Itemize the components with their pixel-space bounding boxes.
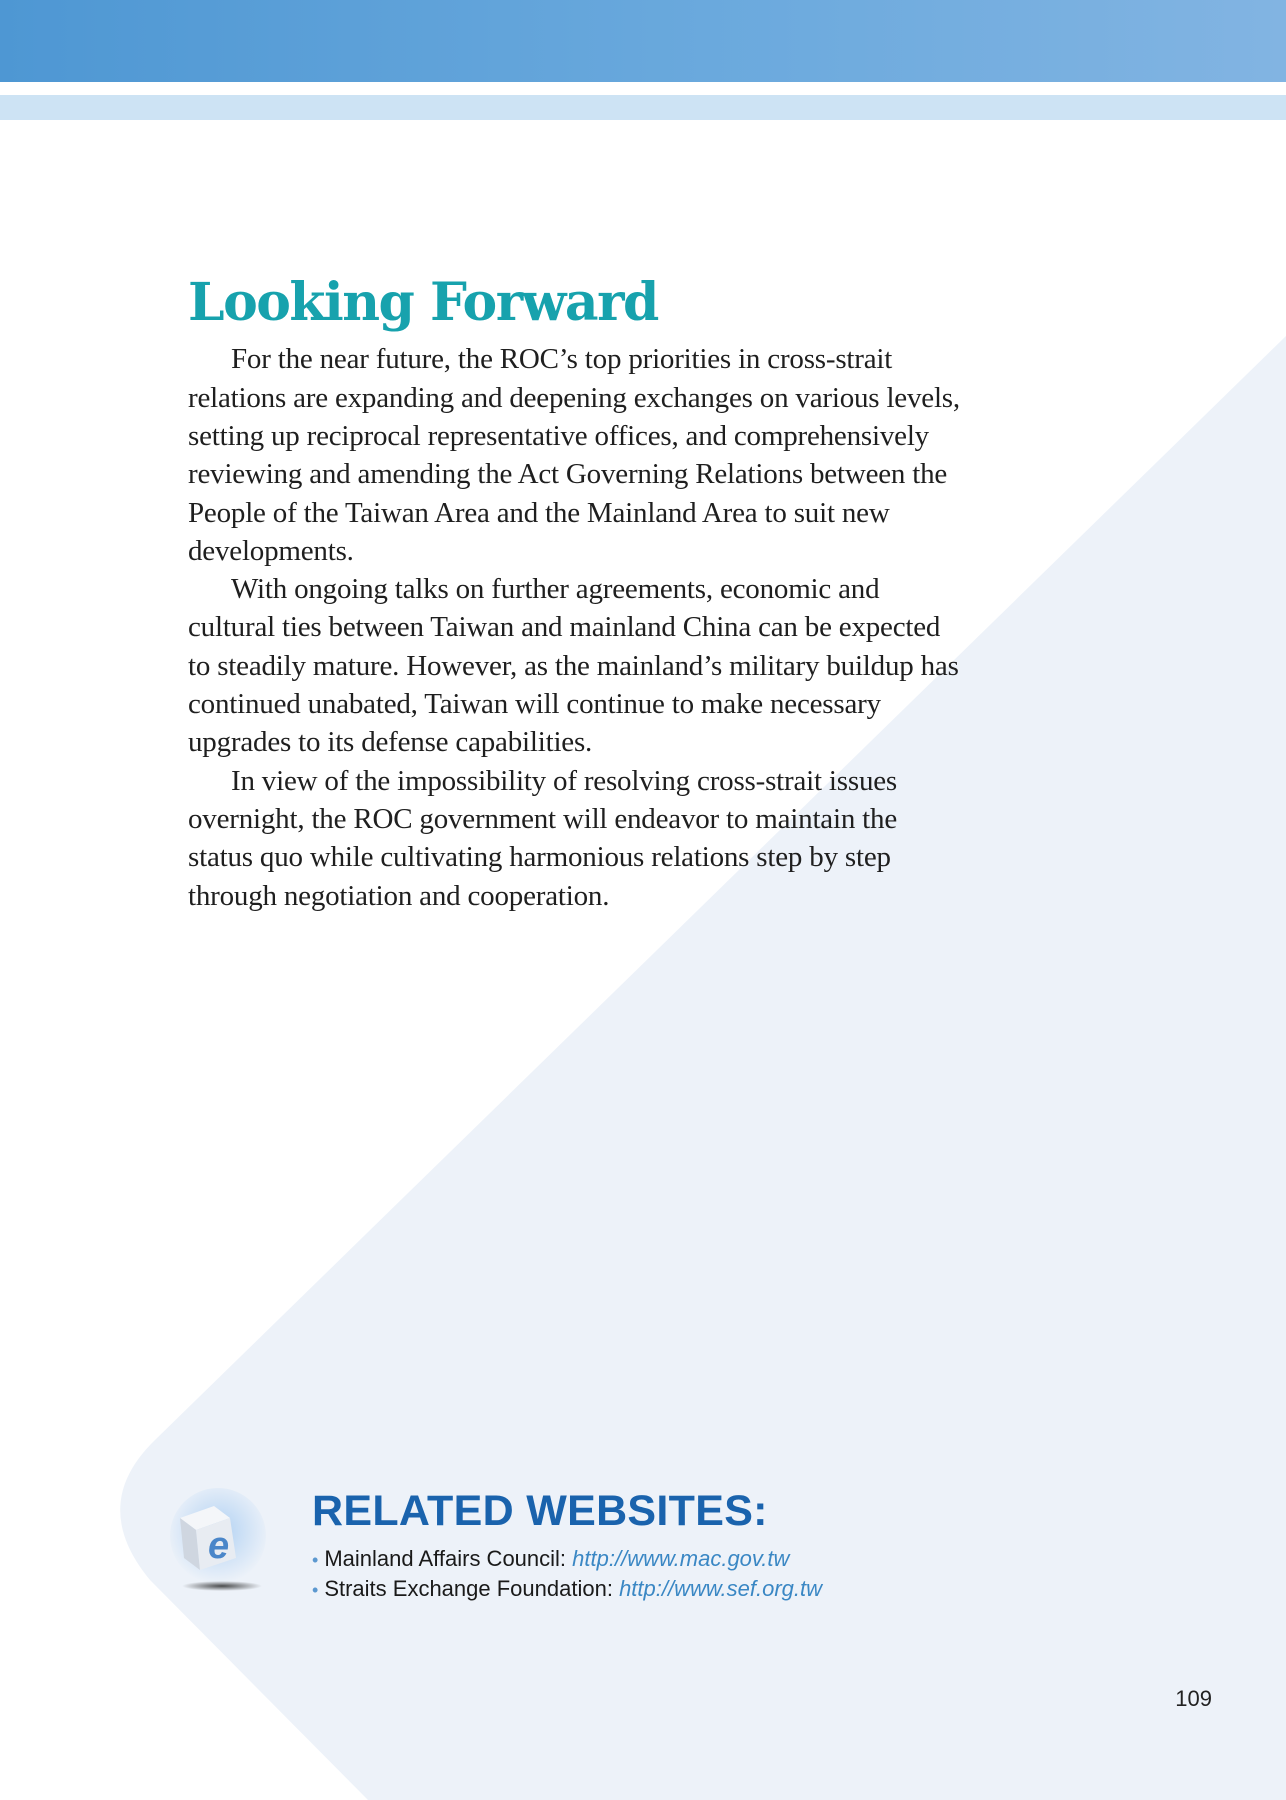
e-cube-icon <box>170 1488 270 1598</box>
article <box>188 272 968 915</box>
bullet-icon: • <box>312 1580 319 1600</box>
svg-text:e: e <box>208 1525 230 1567</box>
paragraph: For the near future, the ROC’s top priorities in cross-strait relations are expanding and deepening exchanges on various levels, setting up reciprocal representative offices, and comprehensively reviewing and amending the Act Governing Relations between the People of the Taiwan Area and the Mainland Area to suit new developments. <box>188 343 960 567</box>
paragraph: With ongoing talks on further agreements, economic and cultural ties between Taiwan and mainland China can be expected to steadily mature. However, as the mainland’s military buildup has continued unabated, Taiwan will continue to make necessary upgrades to its defense capabilities. <box>188 573 959 759</box>
related-websites-heading: RELATED WEBSITES: <box>312 1487 768 1535</box>
paragraph: In view of the impossibility of resolving cross-strait issues overnight, the ROC government will endeavor to maintain the status quo while cultivating harmonious relations step by step through negotiation and cooperation. <box>188 764 898 912</box>
website-link-mac[interactable]: http://www.mac.gov.tw <box>572 1546 790 1571</box>
list-item <box>312 1544 822 1574</box>
website-link-sef[interactable]: http://www.sef.org.tw <box>619 1576 823 1601</box>
related-websites-section <box>170 1480 1070 1620</box>
website-name: Straits Exchange Foundation: <box>324 1576 613 1601</box>
website-name: Mainland Affairs Council: <box>324 1546 567 1571</box>
list-item <box>312 1574 822 1604</box>
bullet-icon: • <box>312 1550 319 1570</box>
page-number: 109 <box>1175 1686 1212 1711</box>
page-title: Looking Forward <box>188 272 658 333</box>
website-list <box>312 1544 822 1604</box>
